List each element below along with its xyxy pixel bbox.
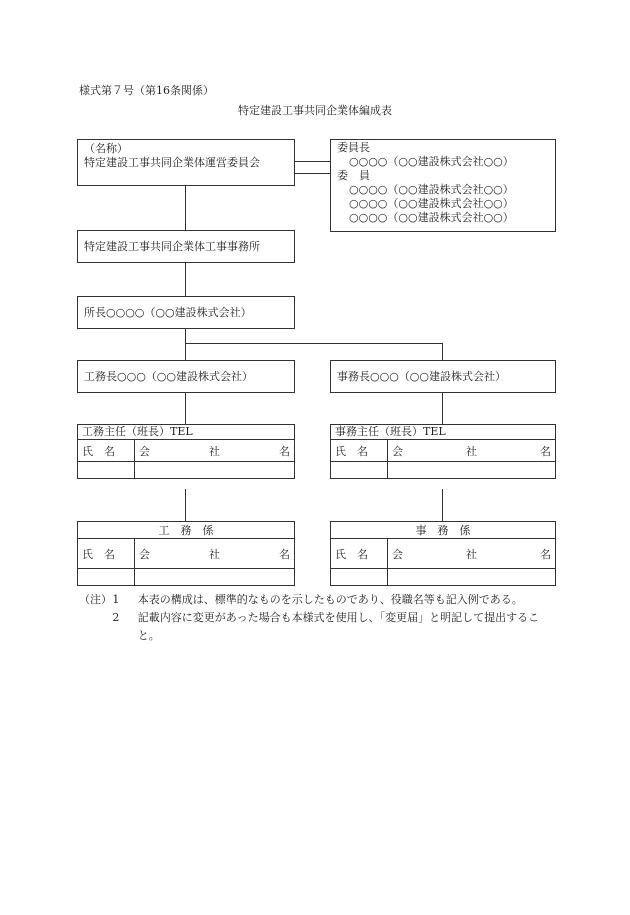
admin-staff-table bbox=[330, 521, 556, 586]
admin-chief-box bbox=[330, 360, 556, 393]
connector-construction-table bbox=[185, 393, 186, 424]
member-value: ○○○○（○○建設株式会社○○） bbox=[349, 211, 514, 224]
director-name: 所長○○○○（○○建設株式会社） bbox=[84, 305, 252, 319]
connector-admin-staff bbox=[442, 489, 443, 521]
note-tag: （注） bbox=[79, 593, 112, 606]
notes bbox=[79, 591, 559, 645]
table-row bbox=[78, 462, 295, 479]
table-row bbox=[331, 462, 556, 479]
connector-committee-members bbox=[295, 161, 330, 162]
connector-construction-staff bbox=[185, 489, 186, 521]
note-item bbox=[79, 609, 559, 645]
committee-name-label: （名称） bbox=[84, 142, 128, 155]
construction-staff-table bbox=[77, 521, 295, 586]
chair-value: ○○○○（○○建設株式会社○○） bbox=[349, 155, 514, 168]
company-col-header: 会 社 名 bbox=[388, 440, 556, 462]
member-value: ○○○○（○○建設株式会社○○） bbox=[349, 197, 514, 210]
construction-chief-box bbox=[77, 360, 295, 393]
connector-branch-right bbox=[442, 343, 443, 360]
office-box bbox=[77, 230, 295, 263]
construction-chief-name: 工務長○○○（○○建設株式会社） bbox=[84, 369, 253, 383]
note-item bbox=[79, 591, 559, 609]
member-label: 委 員 bbox=[337, 169, 370, 182]
admin-chief-name: 事務長○○○（○○建設株式会社） bbox=[337, 369, 506, 383]
table-title: 工 務 係 bbox=[78, 522, 295, 539]
admin-supervisor-table bbox=[330, 424, 556, 479]
committee-name: 特定建設工事共同企業体運営委員会 bbox=[84, 156, 260, 169]
connector-committee-office bbox=[185, 186, 186, 230]
construction-supervisor-table bbox=[77, 424, 295, 479]
connector-branch-horizontal bbox=[185, 343, 443, 344]
director-box bbox=[77, 296, 295, 329]
members-box bbox=[330, 139, 556, 232]
name-col-header: 氏 名 bbox=[78, 440, 135, 462]
company-col-header: 会 社 名 bbox=[135, 539, 295, 569]
office-name: 特定建設工事共同企業体工事事務所 bbox=[84, 239, 260, 253]
note-number: 2 bbox=[112, 611, 120, 624]
note-text: 記載内容に変更があった場合も本様式を使用し、「変更届」と明記して提出すること。 bbox=[137, 611, 540, 642]
connector-committee-members-low bbox=[295, 173, 330, 174]
table-row bbox=[78, 569, 295, 586]
name-col-header: 氏 名 bbox=[331, 440, 388, 462]
note-number: 1 bbox=[112, 593, 120, 606]
note-text: 本表の構成は、標準的なものを示したものであり、役職名等も記入例である。 bbox=[137, 593, 523, 606]
company-col-header: 会 社 名 bbox=[135, 440, 295, 462]
connector-director-branch bbox=[185, 329, 186, 360]
name-col-header: 氏 名 bbox=[78, 539, 135, 569]
name-col-header: 氏 名 bbox=[331, 539, 388, 569]
committee-box bbox=[77, 139, 295, 186]
form-label: 様式第７号（第16条関係） bbox=[79, 84, 214, 97]
table-title: 事 務 係 bbox=[331, 522, 556, 539]
connector-admin-table bbox=[442, 393, 443, 424]
table-row bbox=[331, 569, 556, 586]
connector-office-director bbox=[185, 263, 186, 296]
document-title: 特定建設工事共同企業体編成表 bbox=[238, 104, 392, 117]
company-col-header: 会 社 名 bbox=[388, 539, 556, 569]
member-value: ○○○○（○○建設株式会社○○） bbox=[349, 183, 514, 196]
table-title: 事務主任（班長）TEL bbox=[331, 425, 556, 440]
chair-label: 委員長 bbox=[337, 141, 370, 154]
table-title: 工務主任（班長）TEL bbox=[78, 425, 295, 440]
